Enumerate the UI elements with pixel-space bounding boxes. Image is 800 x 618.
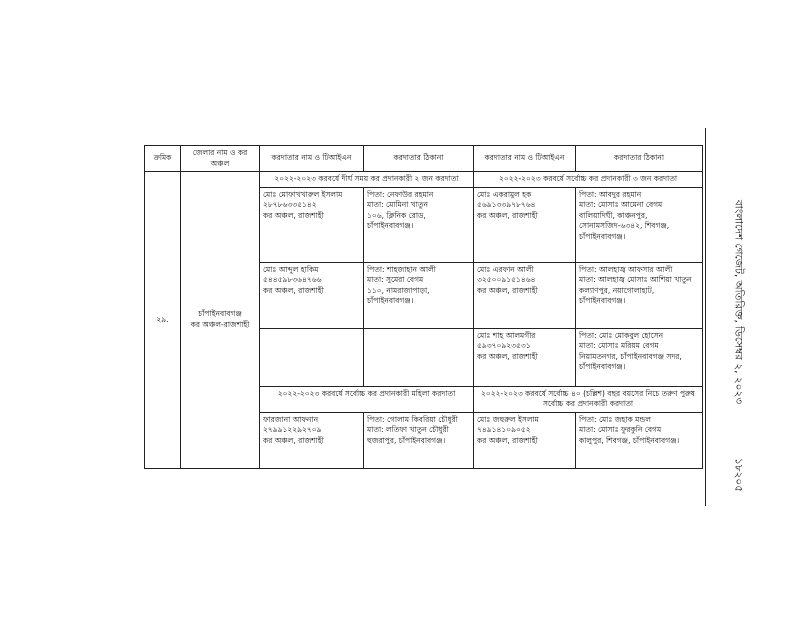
- taxpayer-name-tin: [474, 262, 576, 328]
- taxpayer-zone: কর অঞ্চল, রাজশাহী: [477, 210, 538, 220]
- header-name-tin-1: করদাতার নাম ও টিআইএন: [260, 146, 364, 172]
- taxpayer-zone: কর অঞ্চল, রাজশাহী: [477, 285, 538, 295]
- header-address-2: করদাতার ঠিকানা: [576, 146, 703, 172]
- address-line: চাঁপাইনবাবগঞ্জ।: [579, 296, 626, 305]
- address-line: হুজরাপুর, চাঁপাইনবাবগঞ্জ।: [367, 435, 446, 445]
- taxpayer-name: মোঃ আব্দুল হাকিম: [263, 264, 319, 274]
- taxpayer-zone: কর অঞ্চল, রাজশাহী: [263, 285, 324, 295]
- mother-name: মাতা: মোসাঃ আমেনা বেগম: [579, 200, 663, 209]
- district-name: চাঁপাইনবাবগঞ্জ: [198, 309, 242, 319]
- address-line: ১১০, নামরাজাপাড়া,: [367, 285, 430, 295]
- mother-name: মাতা: মোসাঃ মরিয়ম বেগম: [579, 341, 659, 350]
- address-line: ১০৬, ক্লিনিক রোড,: [367, 210, 426, 220]
- mother-name: মাতা: মোসাঃ ফুরকুনি বেগম: [579, 425, 662, 434]
- mother-name: মাতা: লতিফা খাতুন চৌধুরী: [367, 425, 449, 434]
- taxpayer-tin: ৫৯৩৭০৯২৩৫৩১: [477, 341, 531, 350]
- taxpayer-address: [364, 187, 474, 262]
- taxpayer-name: মোঃ মোফাখখারুল ইসলাম: [263, 189, 343, 199]
- gazette-title: বাংলাদেশ গেজেট, অতিরিক্ত, ডিসেম্বর ২, ২০২৩: [732, 199, 745, 405]
- address-line: সোনামসজিদ-৬৩৪২, শিবগঞ্জ,: [579, 221, 670, 230]
- empty-cell: [364, 328, 474, 386]
- father-name: পিতা: শাহজাহান আলী: [367, 264, 436, 274]
- father-name: পিতা: মোঃ মোকবুল হোসেন: [579, 330, 664, 340]
- taxpayer-address: [576, 187, 703, 262]
- taxpayer-table: [144, 145, 703, 469]
- taxpayer-zone: কর অঞ্চল, রাজশাহী: [477, 351, 538, 361]
- address-line: চাঁপাইনবাবগঞ্জ।: [367, 296, 414, 305]
- row-serial: ২৯.: [145, 172, 181, 469]
- band-row-1: [145, 172, 703, 188]
- mother-name: মাতা: মোমিনা খাতুন: [367, 200, 428, 209]
- band-longest: ২০২২-২০২৩ করবর্ষে দীর্ঘ সময় কর প্রদানকারী ২ জন করদাতা: [260, 172, 474, 188]
- address-line: কালুপুর, শিবগঞ্জ, চাঁপাইনবাবগঞ্জ।: [579, 435, 680, 445]
- taxpayer-address: [576, 262, 703, 328]
- taxpayer-zone: কর অঞ্চল, রাজশাহী: [263, 210, 324, 220]
- taxpayer-tin: ২৭৯৯১২২৯২৭০৯: [263, 425, 322, 434]
- taxpayer-tin: ৫৬৯১৩৩৯৭৮৭৬৪: [477, 200, 536, 209]
- taxpayer-address: [576, 412, 703, 468]
- band-highest: ২০২২-২০২৩ করবর্ষে সর্বোচ্চ কর প্রদানকারী ৩ জন করদাতা: [474, 172, 703, 188]
- taxpayer-name-tin: [474, 328, 576, 386]
- margin-rule: [705, 128, 706, 506]
- header-address-1: করদাতার ঠিকানা: [364, 146, 474, 172]
- taxpayer-name-tin: [260, 262, 364, 328]
- address-line: চাঁপাইনবাবগঞ্জ।: [579, 362, 626, 371]
- taxpayer-name-tin: [260, 187, 364, 262]
- taxpayer-name: মোঃ এরফান আলী: [477, 264, 534, 274]
- district-zone: কর অঞ্চল-রাজশাহী: [190, 319, 250, 329]
- taxpayer-name: ফারজানা আফনান: [263, 414, 319, 424]
- header-serial: ক্রমিক: [145, 146, 181, 172]
- mother-name: মাতা: সুমেরা বেগম: [367, 275, 424, 284]
- header-row: [145, 146, 703, 172]
- taxpayer-name-tin: [260, 412, 364, 468]
- row-district: [181, 172, 260, 469]
- address-line: চাঁপাইনবাবগঞ্জ।: [367, 221, 414, 230]
- taxpayer-address: [364, 262, 474, 328]
- header-district: জেলার নাম ও কর অঞ্চল: [181, 146, 260, 172]
- father-name: পিতা: গোলাম কিবরিয়া চৌধুরী: [367, 414, 458, 424]
- page-number: ১৮২০৫: [732, 457, 745, 493]
- band-female: ২০২২-২০২৩ করবর্ষে সর্বোচ্চ কর প্রদানকারী মহিলা করদাতা: [260, 386, 474, 412]
- taxpayer-tin: ৩২৫০০৯১৫১৪৬৪: [477, 275, 536, 284]
- empty-cell: [260, 328, 364, 386]
- taxpayer-tin: ২৮৭৮৬৩৩৫১৪২: [263, 200, 317, 209]
- father-name: পিতা: মোঃ জহাক মন্ডল: [579, 414, 651, 424]
- mother-name: মাতা: আলহাজ্ব মোসাঃ আশিয়া খাতুন: [579, 275, 692, 284]
- taxpayer-zone: কর অঞ্চল, রাজশাহী: [263, 435, 324, 445]
- taxpayer-name: মোঃ শাহ আলমগীর: [477, 330, 536, 340]
- taxpayer-name: মোঃ জহুরুল ইসলাম: [477, 414, 539, 424]
- father-name: পিতা: নেফাউর রহমান: [367, 189, 434, 199]
- address-line: বালিয়াদিঘী, কাঞ্চনপুর,: [579, 210, 648, 220]
- taxpayer-name-tin: [474, 412, 576, 468]
- taxpayer-tin: ৭৪৯১৪১০৯০৫২: [477, 425, 531, 434]
- father-name: পিতা: আলহাজ্ব আফসার আলী: [579, 264, 673, 274]
- header-name-tin-2: করদাতার নাম ও টিআইএন: [474, 146, 576, 172]
- address-line: চাঁপাইনবাবগঞ্জ।: [579, 231, 626, 241]
- taxpayer-address: [576, 328, 703, 386]
- band-young: ২০২২-২০২৩ করবর্ষে সর্বোচ্চ ৪০ (চল্লিশ) বছর বয়সের নিচে তরুণ পুরুষ সর্বোচ্চ কর প্রদানকারী করদাতা: [474, 386, 703, 412]
- taxpayer-zone: কর অঞ্চল, রাজশাহী: [477, 435, 538, 445]
- taxpayer-name-tin: [474, 187, 576, 262]
- taxpayer-name: মোঃ একরামুল হক: [477, 189, 532, 199]
- address-line: কল্যাণপুর, নয়াগোলাহাট,: [579, 285, 655, 295]
- taxpayer-address: [364, 412, 474, 468]
- taxpayer-tin: ৫৪৪৫৯৮৩৬৪৭৬৬: [263, 275, 322, 284]
- father-name: পিতা: আবদুর রহমান: [579, 189, 642, 199]
- address-line: নিয়ামতনগর, চাঁপাইনবাবগঞ্জ সদর,: [579, 351, 682, 361]
